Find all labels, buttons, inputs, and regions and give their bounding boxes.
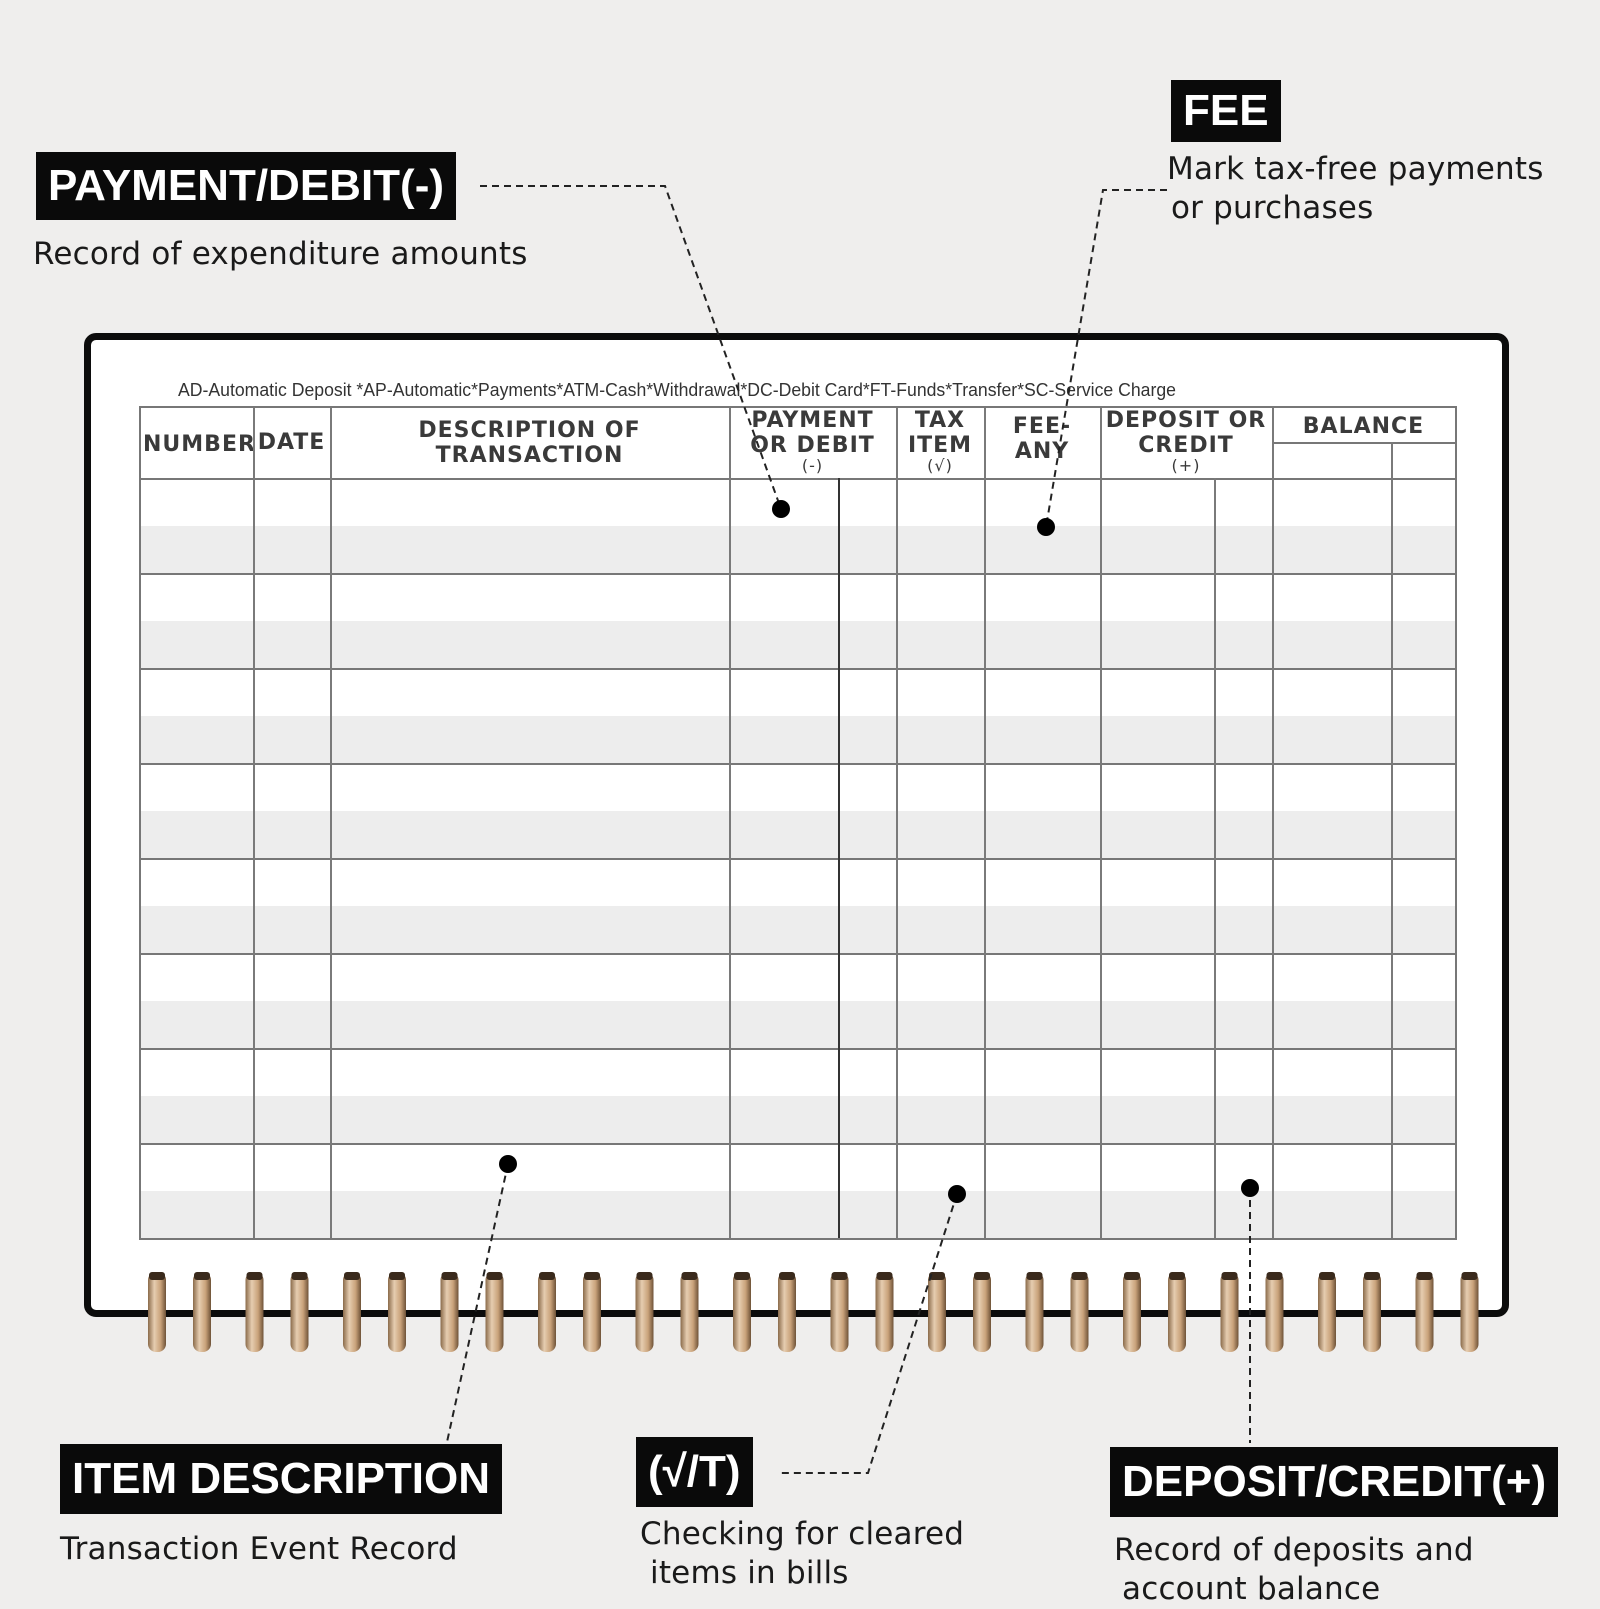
- spiral-ring-hole: [442, 1272, 458, 1280]
- spiral-ring: [388, 1272, 406, 1352]
- header-description-line-1: DESCRIPTION OF: [418, 418, 641, 443]
- spiral-ring-hole: [779, 1272, 795, 1280]
- spiral-ring: [681, 1272, 699, 1352]
- spiral-ring: [538, 1272, 556, 1352]
- spiral-ring: [778, 1272, 796, 1352]
- spiral-ring-hole: [734, 1272, 750, 1280]
- spiral-ring-hole: [1462, 1272, 1478, 1280]
- deposit-marker-dot: [1241, 1179, 1259, 1197]
- check-desc-line-1: Checking for cleared: [640, 1516, 965, 1552]
- header-payment-line-1: PAYMENT: [751, 408, 874, 433]
- fee-marker-dot: [1037, 518, 1055, 536]
- spiral-ring: [1168, 1272, 1186, 1352]
- header-tax-line-2: ITEM: [907, 433, 973, 458]
- check-marker-dot: [948, 1185, 966, 1203]
- spiral-ring: [1461, 1272, 1479, 1352]
- spiral-ring: [1026, 1272, 1044, 1352]
- spiral-ring-hole: [487, 1272, 503, 1280]
- check-desc-line-2: items in bills: [650, 1555, 849, 1591]
- spiral-ring-hole: [1267, 1272, 1283, 1280]
- spiral-ring: [486, 1272, 504, 1352]
- spiral-ring: [831, 1272, 849, 1352]
- header-deposit-sign: (+): [1171, 456, 1201, 475]
- spiral-ring: [583, 1272, 601, 1352]
- check-mark-label: (√/T): [636, 1437, 753, 1507]
- spiral-ring-hole: [539, 1272, 555, 1280]
- header-payment-sign: (-): [801, 456, 824, 475]
- spiral-ring: [1363, 1272, 1381, 1352]
- spiral-ring: [636, 1272, 654, 1352]
- spiral-ring: [1318, 1272, 1336, 1352]
- spiral-ring: [1071, 1272, 1089, 1352]
- spiral-ring: [1416, 1272, 1434, 1352]
- deposit-desc-line-1: Record of deposits and: [1114, 1532, 1474, 1568]
- spiral-ring-hole: [149, 1272, 165, 1280]
- spiral-ring: [1221, 1272, 1239, 1352]
- spiral-ring-hole: [1072, 1272, 1088, 1280]
- payment-desc-line-1: Record of expenditure amounts: [33, 236, 528, 272]
- spiral-ring-hole: [1124, 1272, 1140, 1280]
- header-payment-line-2: OR DEBIT: [750, 433, 875, 458]
- spiral-ring: [973, 1272, 991, 1352]
- spiral-ring: [291, 1272, 309, 1352]
- spiral-ring-hole: [832, 1272, 848, 1280]
- spiral-ring-hole: [682, 1272, 698, 1280]
- spiral-ring-hole: [389, 1272, 405, 1280]
- header-fee-line-1: FEE-: [1012, 414, 1072, 439]
- spiral-ring-hole: [877, 1272, 893, 1280]
- header-description-line-2: TRANSACTION: [435, 443, 624, 468]
- header-tax-sign: (√): [927, 456, 953, 475]
- header-fee-line-2: ANY: [1014, 439, 1070, 464]
- spiral-ring: [1266, 1272, 1284, 1352]
- deposit-desc-line-2: account balance: [1122, 1571, 1381, 1607]
- item-description-label: ITEM DESCRIPTION: [60, 1444, 502, 1514]
- item-marker-dot: [499, 1155, 517, 1173]
- header-date-text: DATE: [257, 430, 326, 455]
- spiral-ring: [928, 1272, 946, 1352]
- header-number-text: NUMBER: [143, 432, 256, 457]
- header-deposit-line-1: DEPOSIT OR: [1105, 408, 1267, 433]
- spiral-ring-hole: [1417, 1272, 1433, 1280]
- spiral-ring: [246, 1272, 264, 1352]
- fee-desc-line-2: or purchases: [1171, 190, 1374, 226]
- deposit-credit-label: DEPOSIT/CREDIT(+): [1110, 1447, 1558, 1517]
- spiral-ring-hole: [292, 1272, 308, 1280]
- spiral-ring: [148, 1272, 166, 1352]
- header-tax-line-1: TAX: [914, 408, 966, 433]
- spiral-ring-hole: [1169, 1272, 1185, 1280]
- spiral-ring-hole: [584, 1272, 600, 1280]
- spiral-ring: [1123, 1272, 1141, 1352]
- spiral-ring-hole: [637, 1272, 653, 1280]
- spiral-ring-hole: [1222, 1272, 1238, 1280]
- spiral-ring-hole: [974, 1272, 990, 1280]
- spiral-ring-hole: [929, 1272, 945, 1280]
- fee-label: FEE: [1171, 80, 1281, 142]
- spiral-ring: [733, 1272, 751, 1352]
- spiral-ring-hole: [194, 1272, 210, 1280]
- spiral-ring: [876, 1272, 894, 1352]
- fee-desc-line-1: Mark tax-free payments: [1167, 151, 1544, 187]
- abbreviation-legend: AD-Automatic Deposit *AP-Automatic*Payments*ATM-Cash*Withdrawal*DC-Debit Card*FT-Funds*Transfer*SC-Service Charge: [178, 380, 1176, 400]
- spiral-ring-hole: [1319, 1272, 1335, 1280]
- spiral-ring-hole: [247, 1272, 263, 1280]
- spiral-ring: [441, 1272, 459, 1352]
- item-desc-line-1: Transaction Event Record: [60, 1531, 458, 1567]
- spiral-ring-hole: [1364, 1272, 1380, 1280]
- spiral-ring: [193, 1272, 211, 1352]
- spiral-ring-hole: [344, 1272, 360, 1280]
- payment-marker-dot: [772, 500, 790, 518]
- payment-debit-label: PAYMENT/DEBIT(-): [36, 152, 456, 220]
- header-deposit-line-2: CREDIT: [1138, 433, 1234, 458]
- spiral-ring: [343, 1272, 361, 1352]
- spiral-ring-hole: [1027, 1272, 1043, 1280]
- header-balance-text: BALANCE: [1302, 414, 1425, 439]
